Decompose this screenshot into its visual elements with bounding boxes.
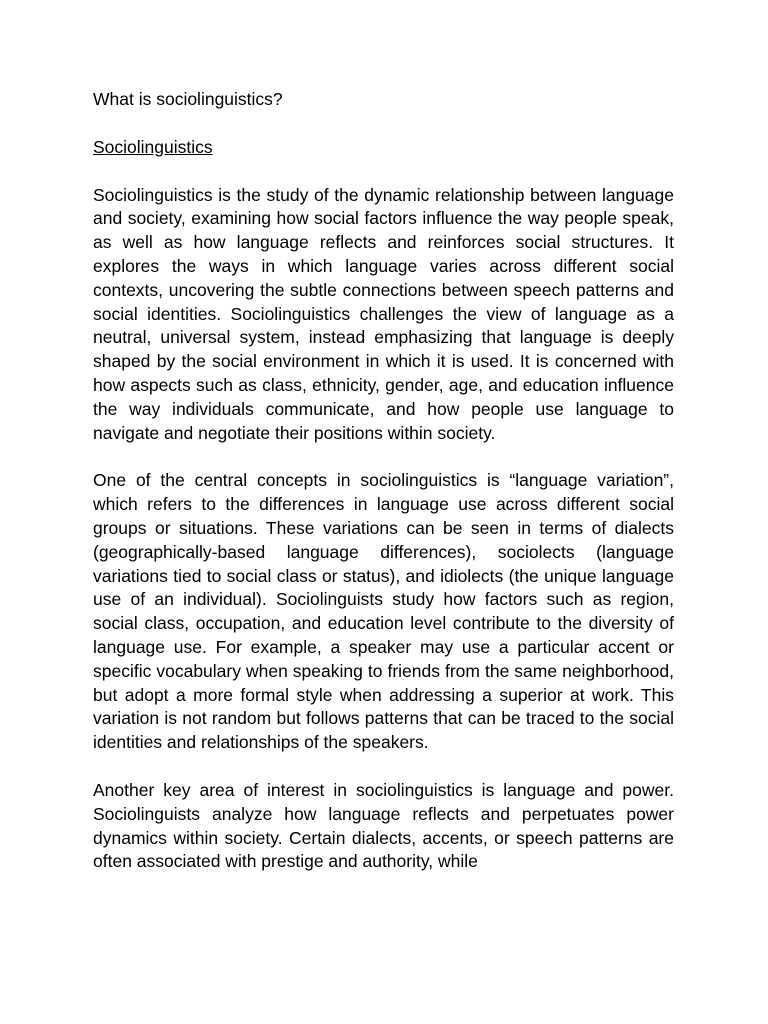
paragraph-language-variation: One of the central concepts in sociolinguistics is “language variation”, which refers to the differences in language use across different social groups or situations. These variations can be seen in terms of dialects (geographically-based language differences), sociolects (language variations tied to social class or status), and idiolects (the unique language use of an individual). Sociolinguists study how factors such as region, social class, occupation, and education level contribute to the diversity of language use. For example, a speaker may use a particular accent or specific vocabulary when speaking to friends from the same neighborhood, but adopt a more formal style when addressing a superior at work. This variation is not random but follows patterns that can be traced to the social identities and relationships of the speakers.	[93, 470, 674, 753]
document-question: What is sociolinguistics?	[93, 89, 283, 109]
document-heading: Sociolinguistics	[93, 136, 213, 157]
paragraph-definition: Sociolinguistics is the study of the dynamic relationship between language and society, examining how social factors influence the way people speak, as well as how language reflects and reinforces social structures. It explores the ways in which language varies across different social contexts, uncovering the subtle connections between speech patterns and social identities. Sociolinguistics challenges the view of language as a neutral, universal system, instead emphasizing that language is deeply shaped by the social environment in which it is used. It is concerned with how aspects such as class, ethnicity, gender, age, and education influence the way individuals communicate, and how people use language to navigate and negotiate their positions within society.	[93, 184, 674, 443]
paragraph-language-power: Another key area of interest in sociolinguistics is language and power. Sociolinguists analyze how language reflects and perpetuates power dynamics within society. Certain dialects, accents, or speech patterns are often associated with prestige and authority, while	[93, 779, 674, 872]
document-page	[93, 88, 674, 898]
